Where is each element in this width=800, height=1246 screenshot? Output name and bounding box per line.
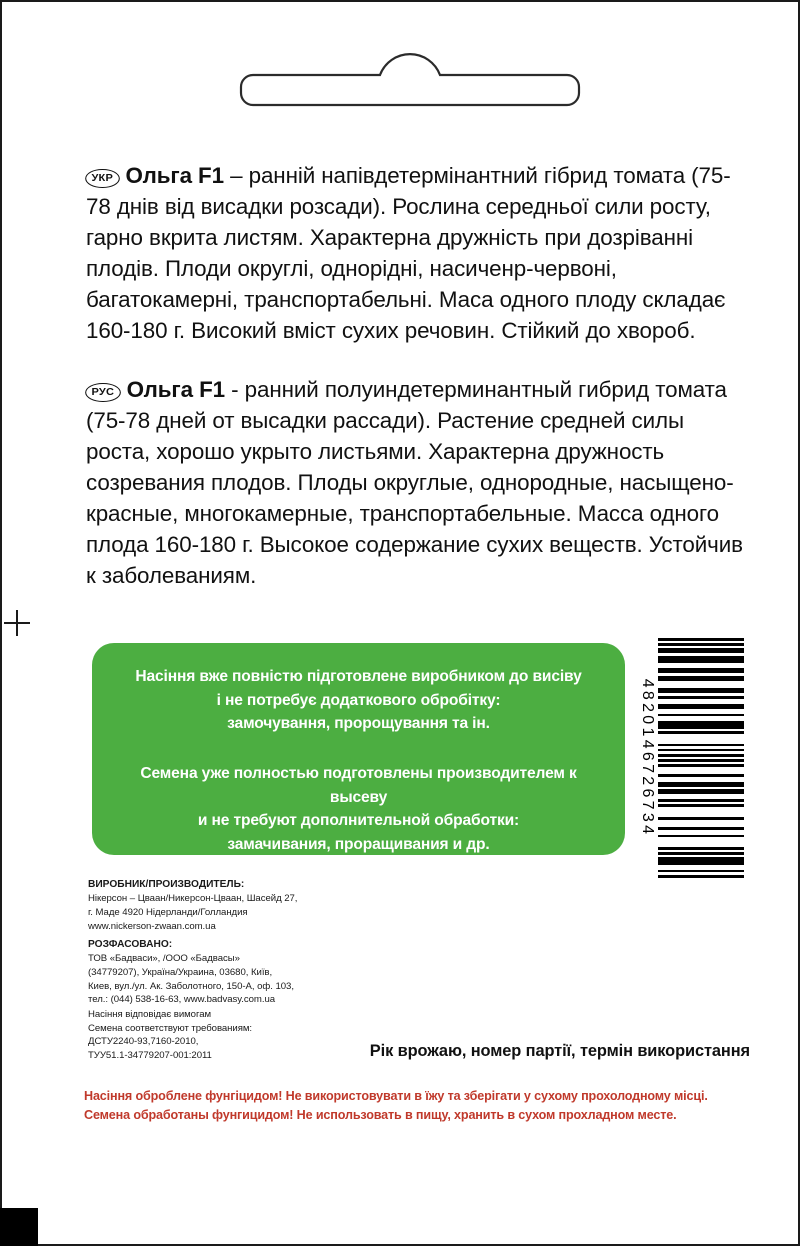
crosshair-vertical [16,610,18,636]
corner-register-block [0,1208,38,1246]
packer-info [88,938,408,1007]
description-block [86,160,750,591]
barcode-number: 4820146726734 [639,678,656,838]
hang-tab-shape-icon [230,40,590,120]
manufacturer-line-1: Нікерсон – Цваан/Никерсон-Цваан, Шасейд 27, [88,893,298,905]
manufacturer-title: ВИРОБНИК/ПРОИЗВОДИТЕЛЬ: [88,879,245,890]
barcode-bars-icon [658,638,744,878]
page-border-top [0,0,800,2]
notice-ukr-line3: замочування, пророщування та ін. [227,715,490,733]
euro-hang-hole-tab [230,40,590,120]
registration-crosshair-icon [4,610,30,636]
notice-ukrainian [118,665,599,736]
description-ukrainian [86,160,750,346]
notice-rus-line3: замачивания, проращивания и др. [227,836,490,854]
fungicide-warning [84,1087,744,1125]
language-badge-rus: РУС [85,383,120,402]
harvest-batch-expiry-label: Рік врожаю, номер партії, термін використання [369,1042,750,1060]
barcode-rotated-group [638,638,744,878]
manufacturer-info [88,878,388,933]
warning-russian: Семена обработаны фунгицидом! Не использовать в пищу, хранить в сухом прохладном месте. [84,1108,677,1123]
notice-rus-line2: и не требуют дополнительной обработки: [197,812,520,830]
cultivar-name-rus: Ольга F1 [126,377,226,403]
notice-ukr-line1: Насіння вже повністю підготовлене виробником до висіву [135,668,582,685]
standards-line-1: Насіння відповідає вимогам [88,1009,212,1020]
notice-ukr-line2: і не потребує додаткового обробітку: [216,691,501,709]
description-russian [86,374,750,591]
standards-line-4: ТУУ51.1-34779207-001:2011 [88,1049,212,1061]
language-badge-ukr: УКР [85,169,119,188]
standards-line-2: Семена соответствуют требованиям: [88,1022,253,1034]
standards-line-3: ДСТУ2240-93,7160-2010, [88,1036,199,1048]
packer-line-2: (34779207), Україна/Украина, 03680, Київ, [88,967,273,979]
manufacturer-website: www.nickerson-zwaan.com.ua [88,920,216,932]
packer-title: РОЗФАСОВАНО: [88,939,173,950]
packer-contact: тел.: (044) 538-16-63, www.badvasy.com.ua [88,994,276,1006]
page-border-left [0,0,2,1246]
cultivar-name-ukr: Ольга F1 [125,163,224,188]
warning-ukrainian: Насіння оброблене фунгіцидом! Не використовувати в їжу та зберігати у сухому прохолодному місці. [84,1089,708,1103]
barcode [638,638,744,878]
packer-line-3: Киев, вул./ул. Ак. Заболотного, 150-А, оф. 103, [88,980,294,992]
description-text-ukr: – ранній напівдетермінантний гібрид томата (75-78 днів від висадки розсади). Рослина середньої сили росту, гарно вкрита листям. Характерна дружність при дозріванні плодів. Плоди округлі, однорідні, насиченр-червоні, багатокамерні, транспортабельні. Маса одного плоду складає 160-180 г. Високий вміст сухих речовин. Стійкий до хвороб. [86,163,731,344]
description-text-rus: - ранний полуиндетерминантный гибрид томата (75-78 дней от высадки рассади). Растение средней силы роста, хорошо укрыто листьями. Характерна дружность созревания плодов. Плоды округлые, однородные, насыщено-красные, многокамерные, транспортабельные. Масса одного плода 160-180 г. Высокое содержание сухих веществ. Устойчив к заболеваниям. [86,377,743,589]
packer-line-1: ТОВ «Бадваси», /ООО «Бадвасы» [88,953,240,965]
notice-rus-line1: Семена уже полностью подготовлены производителем к высеву [140,765,577,806]
notice-russian [118,762,599,857]
pretreated-seed-notice-panel [92,643,625,855]
manufacturer-line-2: г. Маде 4920 Нідерланди/Голландия [88,907,248,919]
